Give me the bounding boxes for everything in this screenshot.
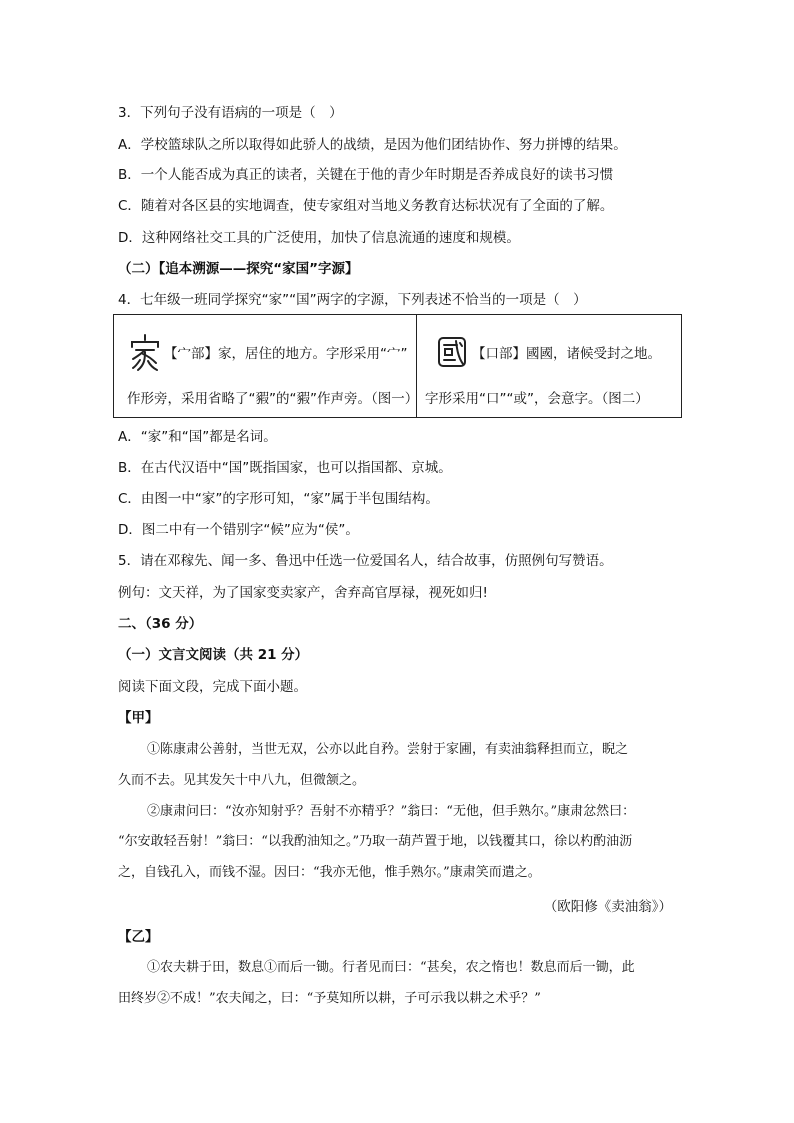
classical-reading-heading: （一）文言文阅读（共 21 分） bbox=[118, 647, 309, 663]
question-4-option-b: B．在古代汉语中“国”既指国家，也可以指国都、京城。 bbox=[118, 460, 452, 476]
table-right-line-1: 【口部】國國，诸候受封之地。 bbox=[472, 346, 661, 362]
question-5-stem: 5．请在邓稼先、闻一多、鲁迅中任选一位爱国名人，结合故事，仿照例句写赞语。 bbox=[118, 553, 613, 569]
passage-yi-para1-line1: ①农夫耕于田，数息①而后一锄。行者见而曰：“甚矣，农之惰也！数息而后一锄，此 bbox=[147, 960, 635, 975]
question-3-option-a: A．学校篮球队之所以取得如此骄人的战绩，是因为他们团结协作、努力拼博的结果。 bbox=[118, 137, 627, 153]
question-3-option-d: D．这种网络社交工具的广泛使用，加快了信息流通的速度和规模。 bbox=[118, 230, 520, 246]
passage-jia-para1-line1: ①陈康肃公善射，当世无双，公亦以此自矜。尝射于家圃，有卖油翁释担而立，睨之 bbox=[147, 742, 629, 757]
part-2-heading: 二、（36 分） bbox=[118, 616, 203, 632]
question-3-option-c: C．随着对各区县的实地调查，使专家组对当地义务教育达标状况有了全面的了解。 bbox=[118, 198, 614, 214]
passage-jia-para1-line2: 久而不去。见其发矢十中八九，但微颔之。 bbox=[118, 773, 366, 788]
seal-guo-glyph-icon bbox=[436, 335, 468, 369]
table-left-line-2: 作形旁，采用省略了“豭”的“豭”作声旁。（图一） bbox=[127, 391, 419, 407]
question-4-option-d: D．图二中有一个错别字“候”应为“侯”。 bbox=[118, 522, 359, 538]
question-4-option-c: C．由图一中“家”的字形可知，“家”属于半包围结构。 bbox=[118, 491, 439, 507]
character-origin-table bbox=[113, 314, 682, 418]
seal-jia-glyph-icon bbox=[128, 333, 162, 373]
passage-jia-source: （欧阳修《卖油翁》） bbox=[543, 899, 672, 915]
question-5-example: 例句：文天祥，为了国家变卖家产，舍弃高官厚禄，视死如归! bbox=[118, 585, 488, 601]
section-heading-jia-guo: （二）【追本溯源——探究“家国”字源】 bbox=[118, 261, 359, 277]
passage-yi-label: 【乙】 bbox=[118, 929, 159, 945]
passage-yi-para1-line2: 田终岁②不成！”农夫闻之，曰：“予莫知所以耕，子可示我以耕之术乎？” bbox=[118, 991, 541, 1006]
question-3-option-b: B．一个人能否成为真正的读者，关键在于他的青少年时期是否养成良好的读书习惯 bbox=[118, 167, 614, 183]
table-right-line-2: 字形采用“口”“或”，会意字。（图二） bbox=[425, 391, 649, 407]
passage-jia-label: 【甲】 bbox=[118, 710, 159, 726]
table-left-line-1: 【宀部】家，居住的地方。字形采用“宀” bbox=[164, 346, 408, 362]
passage-jia-para2-line1: ②康肃问曰：“汝亦知射乎？吾射不亦精乎？”翁曰：“无他，但手熟尔。”康肃忿然曰： bbox=[147, 804, 636, 819]
passage-jia-para2-line3: 之，自钱孔入，而钱不湿。因曰：“我亦无他，惟手熟尔。”康肃笑而遣之。 bbox=[118, 865, 541, 880]
question-3-stem: 3．下列句子没有语病的一项是（ ） bbox=[118, 105, 343, 121]
passage-jia-para2-line2: “尔安敢轻吾射！”翁曰：“以我酌油知之。”乃取一葫芦置于地，以钱覆其口，徐以杓酌油沥 bbox=[118, 834, 633, 849]
question-4-option-a: A．“家”和“国”都是名词。 bbox=[118, 429, 277, 445]
reading-instruction: 阅读下面文段，完成下面小题。 bbox=[118, 679, 307, 695]
question-4-stem: 4．七年级一班同学探究“家”“国”两字的字源，下列表述不恰当的一项是（ ） bbox=[118, 292, 587, 308]
